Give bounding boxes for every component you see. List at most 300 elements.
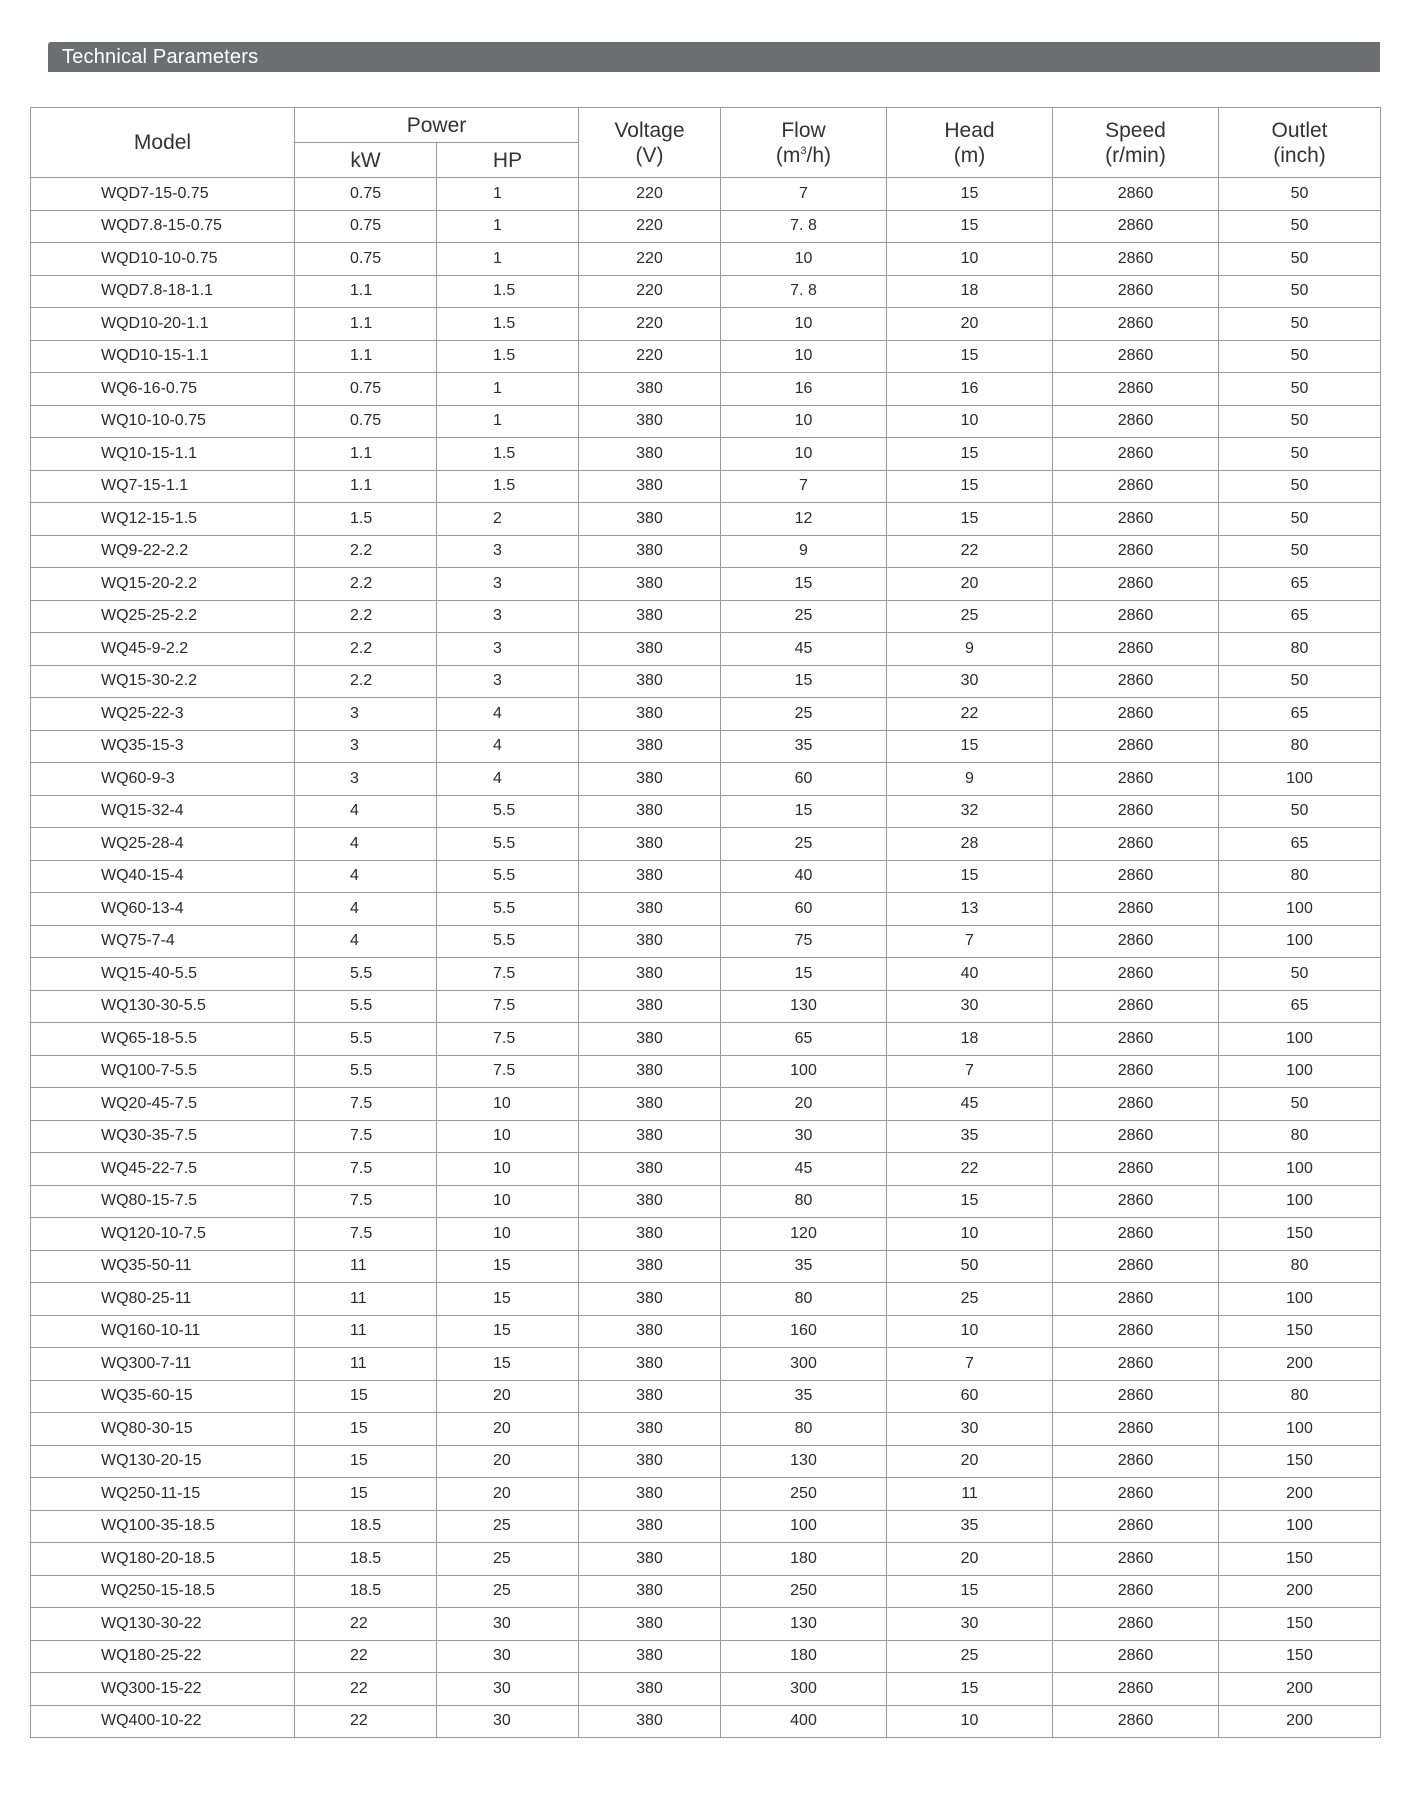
table-row <box>31 925 1381 958</box>
cell-flow: 10 <box>721 308 887 341</box>
cell-flow: 250 <box>721 1478 887 1511</box>
cell-voltage: 380 <box>579 1445 721 1478</box>
cell-voltage: 380 <box>579 1478 721 1511</box>
cell-model: WQ130-20-15 <box>31 1445 295 1478</box>
cell-model: WQ10-10-0.75 <box>31 405 295 438</box>
table-row <box>31 568 1381 601</box>
cell-head: 10 <box>887 243 1053 276</box>
cell-model: WQ130-30-5.5 <box>31 990 295 1023</box>
cell-head: 30 <box>887 990 1053 1023</box>
cell-flow: 9 <box>721 535 887 568</box>
cell-speed: 2860 <box>1053 275 1219 308</box>
cell-speed: 2860 <box>1053 893 1219 926</box>
cell-hp: 5.5 <box>437 860 579 893</box>
cell-speed: 2860 <box>1053 1023 1219 1056</box>
table-row <box>31 860 1381 893</box>
table-row <box>31 178 1381 211</box>
cell-head: 15 <box>887 1673 1053 1706</box>
cell-model: WQ180-25-22 <box>31 1640 295 1673</box>
cell-hp: 30 <box>437 1608 579 1641</box>
cell-hp: 15 <box>437 1250 579 1283</box>
cell-hp: 1.5 <box>437 340 579 373</box>
cell-hp: 15 <box>437 1315 579 1348</box>
cell-head: 15 <box>887 470 1053 503</box>
cell-model: WQ60-9-3 <box>31 763 295 796</box>
cell-kw: 2.2 <box>295 633 437 666</box>
cell-outlet: 65 <box>1219 698 1381 731</box>
cell-outlet: 50 <box>1219 1088 1381 1121</box>
cell-speed: 2860 <box>1053 795 1219 828</box>
table-row <box>31 1705 1381 1738</box>
cell-head: 45 <box>887 1088 1053 1121</box>
cell-flow: 60 <box>721 763 887 796</box>
cell-outlet: 50 <box>1219 178 1381 211</box>
cell-outlet: 50 <box>1219 210 1381 243</box>
cell-model: WQD10-20-1.1 <box>31 308 295 341</box>
header-model: Model <box>31 108 295 178</box>
cell-kw: 1.1 <box>295 470 437 503</box>
cell-outlet: 50 <box>1219 665 1381 698</box>
table-row <box>31 1023 1381 1056</box>
section-title-bar <box>48 42 1380 72</box>
cell-head: 18 <box>887 275 1053 308</box>
cell-speed: 2860 <box>1053 698 1219 731</box>
table-row <box>31 1250 1381 1283</box>
cell-speed: 2860 <box>1053 470 1219 503</box>
table-row <box>31 1510 1381 1543</box>
cell-model: WQ35-50-11 <box>31 1250 295 1283</box>
cell-voltage: 380 <box>579 1673 721 1706</box>
table-row <box>31 763 1381 796</box>
table-row <box>31 340 1381 373</box>
cell-voltage: 380 <box>579 828 721 861</box>
cell-outlet: 150 <box>1219 1218 1381 1251</box>
cell-model: WQ25-28-4 <box>31 828 295 861</box>
cell-model: WQ7-15-1.1 <box>31 470 295 503</box>
cell-speed: 2860 <box>1053 1055 1219 1088</box>
cell-flow: 130 <box>721 990 887 1023</box>
cell-flow: 45 <box>721 633 887 666</box>
cell-head: 15 <box>887 438 1053 471</box>
cell-kw: 7.5 <box>295 1185 437 1218</box>
cell-voltage: 380 <box>579 535 721 568</box>
cell-outlet: 65 <box>1219 568 1381 601</box>
cell-kw: 5.5 <box>295 1023 437 1056</box>
table-row <box>31 730 1381 763</box>
cell-kw: 1.5 <box>295 503 437 536</box>
header-outlet: Outlet (inch) <box>1219 108 1381 178</box>
table-row <box>31 600 1381 633</box>
cell-outlet: 50 <box>1219 958 1381 991</box>
cell-speed: 2860 <box>1053 1348 1219 1381</box>
cell-kw: 0.75 <box>295 373 437 406</box>
cell-voltage: 380 <box>579 1218 721 1251</box>
cell-head: 35 <box>887 1120 1053 1153</box>
cell-flow: 80 <box>721 1185 887 1218</box>
cell-flow: 300 <box>721 1348 887 1381</box>
cell-kw: 18.5 <box>295 1575 437 1608</box>
cell-speed: 2860 <box>1053 405 1219 438</box>
cell-outlet: 50 <box>1219 308 1381 341</box>
cell-head: 16 <box>887 373 1053 406</box>
table-row <box>31 308 1381 341</box>
cell-kw: 7.5 <box>295 1120 437 1153</box>
cell-kw: 5.5 <box>295 1055 437 1088</box>
cell-model: WQ300-15-22 <box>31 1673 295 1706</box>
cell-voltage: 220 <box>579 243 721 276</box>
cell-head: 25 <box>887 1640 1053 1673</box>
cell-head: 35 <box>887 1510 1053 1543</box>
cell-flow: 35 <box>721 1380 887 1413</box>
cell-speed: 2860 <box>1053 503 1219 536</box>
cell-hp: 10 <box>437 1153 579 1186</box>
cell-outlet: 100 <box>1219 1023 1381 1056</box>
table-row <box>31 243 1381 276</box>
header-row <box>31 108 1381 143</box>
cell-outlet: 100 <box>1219 893 1381 926</box>
cell-voltage: 380 <box>579 1315 721 1348</box>
cell-hp: 7.5 <box>437 990 579 1023</box>
cell-hp: 1 <box>437 243 579 276</box>
cell-head: 15 <box>887 340 1053 373</box>
cell-kw: 15 <box>295 1413 437 1446</box>
cell-voltage: 380 <box>579 373 721 406</box>
cell-kw: 7.5 <box>295 1153 437 1186</box>
cell-outlet: 150 <box>1219 1543 1381 1576</box>
cell-hp: 7.5 <box>437 1055 579 1088</box>
cell-speed: 2860 <box>1053 1380 1219 1413</box>
cell-speed: 2860 <box>1053 665 1219 698</box>
cell-head: 15 <box>887 210 1053 243</box>
cell-outlet: 100 <box>1219 1055 1381 1088</box>
cell-model: WQ45-9-2.2 <box>31 633 295 666</box>
cell-voltage: 380 <box>579 1413 721 1446</box>
cell-kw: 1.1 <box>295 438 437 471</box>
header-speed: Speed (r/min) <box>1053 108 1219 178</box>
cell-outlet: 100 <box>1219 1185 1381 1218</box>
cell-voltage: 380 <box>579 503 721 536</box>
cell-outlet: 100 <box>1219 763 1381 796</box>
cell-outlet: 100 <box>1219 1153 1381 1186</box>
cell-head: 9 <box>887 763 1053 796</box>
cell-flow: 7 <box>721 470 887 503</box>
cell-flow: 120 <box>721 1218 887 1251</box>
cell-voltage: 380 <box>579 925 721 958</box>
cell-outlet: 150 <box>1219 1315 1381 1348</box>
table-row <box>31 828 1381 861</box>
cell-head: 15 <box>887 1575 1053 1608</box>
cell-kw: 4 <box>295 828 437 861</box>
cell-speed: 2860 <box>1053 568 1219 601</box>
cell-voltage: 380 <box>579 1055 721 1088</box>
cell-voltage: 380 <box>579 1543 721 1576</box>
cell-speed: 2860 <box>1053 308 1219 341</box>
cell-speed: 2860 <box>1053 958 1219 991</box>
cell-outlet: 200 <box>1219 1673 1381 1706</box>
cell-kw: 11 <box>295 1348 437 1381</box>
cell-flow: 15 <box>721 795 887 828</box>
cell-head: 22 <box>887 535 1053 568</box>
table-row <box>31 1185 1381 1218</box>
cell-hp: 4 <box>437 698 579 731</box>
cell-voltage: 380 <box>579 1283 721 1316</box>
cell-head: 50 <box>887 1250 1053 1283</box>
cell-model: WQ35-15-3 <box>31 730 295 763</box>
cell-outlet: 200 <box>1219 1705 1381 1738</box>
cell-model: WQ250-11-15 <box>31 1478 295 1511</box>
cell-voltage: 380 <box>579 665 721 698</box>
cell-outlet: 200 <box>1219 1478 1381 1511</box>
table-row <box>31 503 1381 536</box>
cell-model: WQ30-35-7.5 <box>31 1120 295 1153</box>
cell-head: 18 <box>887 1023 1053 1056</box>
cell-outlet: 100 <box>1219 1283 1381 1316</box>
cell-head: 30 <box>887 665 1053 698</box>
cell-head: 28 <box>887 828 1053 861</box>
cell-outlet: 80 <box>1219 730 1381 763</box>
cell-hp: 10 <box>437 1088 579 1121</box>
cell-hp: 7.5 <box>437 958 579 991</box>
cell-model: WQ80-15-7.5 <box>31 1185 295 1218</box>
cell-kw: 5.5 <box>295 990 437 1023</box>
cell-voltage: 220 <box>579 275 721 308</box>
table-row <box>31 990 1381 1023</box>
cell-model: WQD10-15-1.1 <box>31 340 295 373</box>
cell-head: 7 <box>887 1055 1053 1088</box>
cell-flow: 80 <box>721 1283 887 1316</box>
cell-speed: 2860 <box>1053 438 1219 471</box>
cell-flow: 80 <box>721 1413 887 1446</box>
cell-head: 30 <box>887 1413 1053 1446</box>
cell-model: WQ80-25-11 <box>31 1283 295 1316</box>
cell-speed: 2860 <box>1053 1608 1219 1641</box>
cell-kw: 0.75 <box>295 243 437 276</box>
cell-voltage: 380 <box>579 763 721 796</box>
cell-model: WQ15-40-5.5 <box>31 958 295 991</box>
cell-flow: 300 <box>721 1673 887 1706</box>
cell-voltage: 380 <box>579 730 721 763</box>
cell-hp: 3 <box>437 535 579 568</box>
cell-outlet: 50 <box>1219 340 1381 373</box>
cell-speed: 2860 <box>1053 990 1219 1023</box>
cell-voltage: 220 <box>579 308 721 341</box>
cell-head: 20 <box>887 308 1053 341</box>
cell-speed: 2860 <box>1053 340 1219 373</box>
cell-hp: 1.5 <box>437 275 579 308</box>
table-row <box>31 1640 1381 1673</box>
cell-model: WQ250-15-18.5 <box>31 1575 295 1608</box>
cell-speed: 2860 <box>1053 1705 1219 1738</box>
cell-speed: 2860 <box>1053 1120 1219 1153</box>
header-power: Power <box>295 108 579 143</box>
cell-voltage: 380 <box>579 1185 721 1218</box>
cell-hp: 20 <box>437 1413 579 1446</box>
cell-head: 25 <box>887 1283 1053 1316</box>
cell-kw: 0.75 <box>295 210 437 243</box>
cell-model: WQ9-22-2.2 <box>31 535 295 568</box>
cell-speed: 2860 <box>1053 1153 1219 1186</box>
cell-voltage: 380 <box>579 470 721 503</box>
cell-speed: 2860 <box>1053 828 1219 861</box>
cell-flow: 10 <box>721 243 887 276</box>
cell-hp: 3 <box>437 600 579 633</box>
cell-outlet: 200 <box>1219 1575 1381 1608</box>
cell-flow: 10 <box>721 438 887 471</box>
cell-speed: 2860 <box>1053 1575 1219 1608</box>
table-row <box>31 535 1381 568</box>
table-row <box>31 1543 1381 1576</box>
cell-model: WQD7.8-18-1.1 <box>31 275 295 308</box>
cell-kw: 1.1 <box>295 340 437 373</box>
table-row <box>31 1088 1381 1121</box>
cell-hp: 5.5 <box>437 828 579 861</box>
cell-hp: 5.5 <box>437 925 579 958</box>
cell-kw: 22 <box>295 1705 437 1738</box>
cell-outlet: 50 <box>1219 795 1381 828</box>
cell-voltage: 380 <box>579 1640 721 1673</box>
cell-kw: 22 <box>295 1640 437 1673</box>
table-row <box>31 633 1381 666</box>
cell-kw: 11 <box>295 1283 437 1316</box>
cell-hp: 10 <box>437 1185 579 1218</box>
cell-flow: 20 <box>721 1088 887 1121</box>
cell-speed: 2860 <box>1053 1478 1219 1511</box>
cell-speed: 2860 <box>1053 373 1219 406</box>
cell-outlet: 50 <box>1219 405 1381 438</box>
table-row <box>31 665 1381 698</box>
cell-hp: 20 <box>437 1445 579 1478</box>
cell-flow: 60 <box>721 893 887 926</box>
cell-flow: 25 <box>721 828 887 861</box>
section-title: Technical Parameters <box>62 46 259 68</box>
cell-voltage: 380 <box>579 1380 721 1413</box>
cell-speed: 2860 <box>1053 763 1219 796</box>
cell-head: 7 <box>887 925 1053 958</box>
cell-hp: 2 <box>437 503 579 536</box>
cell-kw: 22 <box>295 1608 437 1641</box>
cell-flow: 40 <box>721 860 887 893</box>
cell-head: 15 <box>887 503 1053 536</box>
table-row <box>31 958 1381 991</box>
cell-voltage: 380 <box>579 438 721 471</box>
cell-kw: 2.2 <box>295 535 437 568</box>
cell-flow: 10 <box>721 405 887 438</box>
table-row <box>31 795 1381 828</box>
cell-head: 9 <box>887 633 1053 666</box>
cell-outlet: 50 <box>1219 535 1381 568</box>
table-row <box>31 1120 1381 1153</box>
cell-kw: 18.5 <box>295 1510 437 1543</box>
cell-head: 11 <box>887 1478 1053 1511</box>
cell-hp: 10 <box>437 1218 579 1251</box>
cell-hp: 1 <box>437 178 579 211</box>
cell-voltage: 380 <box>579 860 721 893</box>
cell-hp: 3 <box>437 568 579 601</box>
cell-voltage: 380 <box>579 405 721 438</box>
cell-speed: 2860 <box>1053 178 1219 211</box>
cell-voltage: 380 <box>579 698 721 731</box>
table-row <box>31 1380 1381 1413</box>
cell-outlet: 50 <box>1219 373 1381 406</box>
cell-kw: 2.2 <box>295 568 437 601</box>
cell-model: WQ100-7-5.5 <box>31 1055 295 1088</box>
cell-voltage: 380 <box>579 795 721 828</box>
cell-voltage: 380 <box>579 1348 721 1381</box>
cell-voltage: 380 <box>579 600 721 633</box>
cell-flow: 35 <box>721 1250 887 1283</box>
table-row <box>31 470 1381 503</box>
table-row <box>31 373 1381 406</box>
cell-kw: 1.1 <box>295 275 437 308</box>
header-hp: HP <box>437 143 579 178</box>
cell-hp: 30 <box>437 1640 579 1673</box>
cell-kw: 4 <box>295 795 437 828</box>
cell-voltage: 220 <box>579 178 721 211</box>
table-row <box>31 1575 1381 1608</box>
table-row <box>31 275 1381 308</box>
cell-kw: 1.1 <box>295 308 437 341</box>
cell-model: WQD7-15-0.75 <box>31 178 295 211</box>
cell-voltage: 380 <box>579 633 721 666</box>
cell-flow: 130 <box>721 1445 887 1478</box>
header-kw: kW <box>295 143 437 178</box>
table-row <box>31 1315 1381 1348</box>
cell-voltage: 380 <box>579 1153 721 1186</box>
cell-hp: 10 <box>437 1120 579 1153</box>
cell-speed: 2860 <box>1053 1543 1219 1576</box>
cell-flow: 16 <box>721 373 887 406</box>
cell-kw: 11 <box>295 1250 437 1283</box>
cell-kw: 7.5 <box>295 1088 437 1121</box>
table-row <box>31 698 1381 731</box>
cell-hp: 1.5 <box>437 308 579 341</box>
header-head: Head (m) <box>887 108 1053 178</box>
cell-hp: 30 <box>437 1705 579 1738</box>
cell-kw: 4 <box>295 925 437 958</box>
cell-kw: 0.75 <box>295 405 437 438</box>
table-row <box>31 1153 1381 1186</box>
cell-kw: 7.5 <box>295 1218 437 1251</box>
technical-parameters-table <box>30 107 1381 1738</box>
cell-speed: 2860 <box>1053 1510 1219 1543</box>
table-row <box>31 1283 1381 1316</box>
cell-kw: 3 <box>295 730 437 763</box>
cell-hp: 5.5 <box>437 795 579 828</box>
cell-speed: 2860 <box>1053 1673 1219 1706</box>
cell-flow: 45 <box>721 1153 887 1186</box>
cell-speed: 2860 <box>1053 1445 1219 1478</box>
cell-speed: 2860 <box>1053 1413 1219 1446</box>
table-row <box>31 1218 1381 1251</box>
table-row <box>31 438 1381 471</box>
cell-voltage: 220 <box>579 340 721 373</box>
cell-hp: 25 <box>437 1543 579 1576</box>
cell-hp: 15 <box>437 1348 579 1381</box>
cell-hp: 1.5 <box>437 438 579 471</box>
cell-flow: 7. 8 <box>721 210 887 243</box>
cell-head: 10 <box>887 1218 1053 1251</box>
cell-outlet: 80 <box>1219 1250 1381 1283</box>
cell-voltage: 380 <box>579 958 721 991</box>
cell-hp: 1.5 <box>437 470 579 503</box>
cell-flow: 15 <box>721 568 887 601</box>
cell-model: WQ40-15-4 <box>31 860 295 893</box>
cell-head: 15 <box>887 178 1053 211</box>
cell-model: WQ130-30-22 <box>31 1608 295 1641</box>
cell-voltage: 380 <box>579 893 721 926</box>
cell-model: WQ160-10-11 <box>31 1315 295 1348</box>
cell-model: WQ35-60-15 <box>31 1380 295 1413</box>
